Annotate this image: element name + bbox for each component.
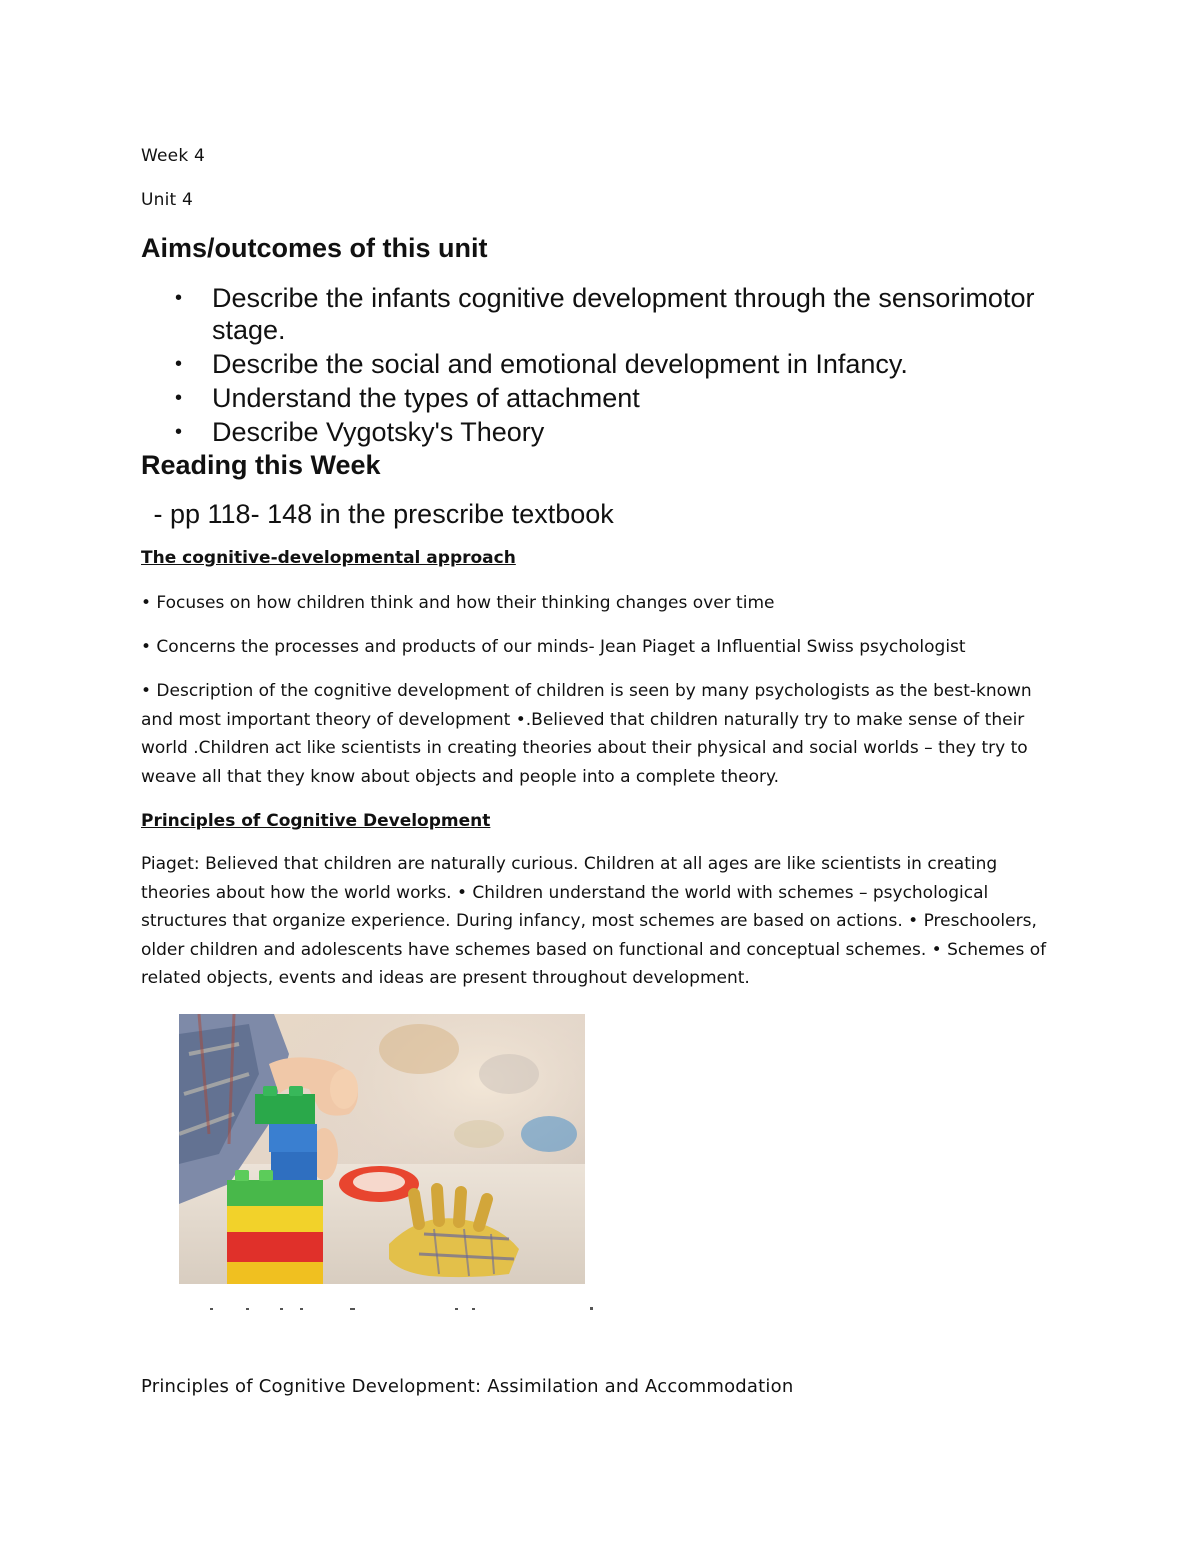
principles-paragraph: Piaget: Believed that children are naturally curious. Children at all ages are like scientists in creating theories about how the world works. • Children understand the world with schemes – psychological structures that organize experience. During infancy, most schemes are based on actions. • Preschoolers, older children and adolescents have schemes based on functional and conceptual schemes. • Schemes of related objects, events and ideas are present throughout development.	[141, 854, 1047, 988]
cognitive-approach-heading: The cognitive-developmental approach	[141, 548, 516, 568]
cognitive-approach-point-1: • Focuses on how children think and how their thinking changes over time	[141, 593, 775, 613]
aims-item-text: Describe the social and emotional development in Infancy.	[212, 349, 908, 379]
bullet-icon: •	[175, 387, 183, 409]
aims-item-text: Describe Vygotsky's Theory	[212, 417, 545, 447]
aims-item	[141, 382, 1101, 414]
aims-item	[141, 416, 1101, 448]
reading-text: - pp 118- 148 in the prescribe textbook	[146, 499, 614, 529]
bullet-icon: •	[175, 287, 183, 309]
image-caption-marks	[210, 1306, 600, 1312]
aims-item	[141, 348, 1101, 380]
bullet-icon: •	[175, 353, 183, 375]
footer-section-title: Principles of Cognitive Development: Assimilation and Accommodation	[141, 1376, 794, 1397]
aims-heading: Aims/outcomes of this unit	[141, 233, 488, 263]
bullet-icon: •	[175, 421, 183, 443]
reading-heading: Reading this Week	[141, 450, 381, 480]
unit-label: Unit 4	[141, 190, 194, 210]
child-blocks-photo	[179, 1014, 585, 1284]
aims-item	[141, 282, 1101, 346]
cognitive-approach-point-2: • Concerns the processes and products of our minds- Jean Piaget a Influential Swiss psychologist	[141, 637, 966, 657]
cognitive-approach-point-3: • Description of the cognitive development of children is seen by many psychologists as the best-known and most important theory of development •.Believed that children naturally try to make sense of their world .Children act like scientists in creating theories about their physical and social worlds – they try to weave all that they know about objects and people into a complete theory.	[141, 681, 1032, 787]
principles-heading: Principles of Cognitive Development	[141, 811, 491, 831]
week-label: Week 4	[141, 146, 205, 166]
aims-item-text: Describe the infants cognitive development through the sensorimotor stage.	[212, 283, 1035, 345]
aims-list	[141, 282, 1101, 450]
child-blocks-illustration	[179, 1014, 585, 1284]
aims-item-text: Understand the types of attachment	[212, 383, 640, 413]
